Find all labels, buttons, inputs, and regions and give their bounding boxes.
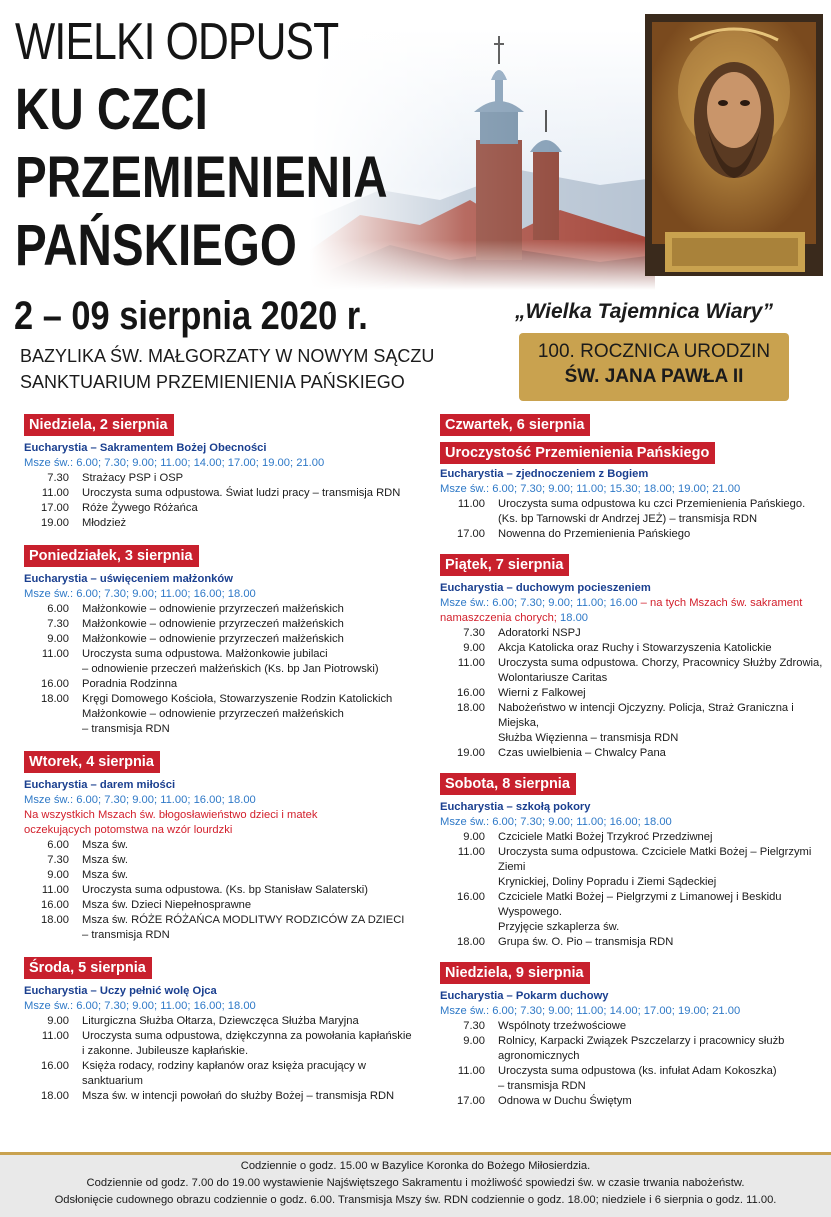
footer-line-2: Codziennie od godz. 7.00 do 19.00 wystawienie Najświętszego Sakramentu i możliwość spowiedzi św. w czasie trwania nabożeństw. xyxy=(86,1177,745,1189)
footer-line-1: Codziennie o godz. 15.00 w Bazylice Koronka do Bożego Miłosierdzia. xyxy=(240,1160,591,1172)
event-row xyxy=(24,928,414,943)
mass-times: Msze św.: 6.00; 7.30; 9.00; 11.00; 16.00 xyxy=(440,597,638,609)
event-description: Uroczysta suma odpustowa ku czci Przemienienia Pańskiego. xyxy=(498,498,806,510)
mass-times: Msze św.: 6.00; 7.30; 9.00; 11.00; 14.00; 17.00; 19.00; 21.00 xyxy=(440,1005,741,1017)
eucharist-theme: Eucharystia – duchowym pocieszeniem xyxy=(440,582,651,594)
eucharist-theme: Eucharystia – Sakramentem Bożej Obecności xyxy=(24,442,267,454)
schedule-left-column xyxy=(24,414,414,1112)
event-row xyxy=(24,602,414,617)
event-time: 11.00 xyxy=(457,498,485,510)
event-description: Uroczysta suma odpustowa. Chorzy, Pracownicy Służby Zdrowia, xyxy=(498,657,823,669)
event-time: 18.00 xyxy=(41,914,69,926)
event-row xyxy=(440,497,830,512)
event-row xyxy=(440,1019,830,1034)
event-description: Uroczysta suma odpustowa (ks. infułat Adam Kokoszka) xyxy=(498,1065,777,1077)
day-heading: Wtorek, 4 sierpnia xyxy=(24,751,160,773)
event-row xyxy=(24,1059,414,1089)
event-row xyxy=(24,501,414,516)
hero-banner xyxy=(0,0,831,410)
event-description: Małżonkowie – odnowienie przyrzeczeń małżeńskich xyxy=(82,633,344,645)
event-description: Grupa św. O. Pio – transmisja RDN xyxy=(498,936,674,948)
event-list xyxy=(24,838,414,943)
day-tuesday-4 xyxy=(24,751,414,943)
event-description: Msza św. Dzieci Niepełnosprawne xyxy=(82,899,252,911)
eucharist-theme: Eucharystia – Uczy pełnić wolę Ojca xyxy=(24,985,217,997)
event-row xyxy=(24,647,414,662)
event-row xyxy=(440,875,830,890)
event-description: Wierni z Falkowej xyxy=(498,687,586,699)
event-row xyxy=(440,686,830,701)
event-time: 19.00 xyxy=(41,517,69,529)
event-description: Krynickiej, Doliny Popradu i Ziemi Sądeckiej xyxy=(498,876,717,888)
day-heading: Niedziela, 9 sierpnia xyxy=(440,962,590,984)
title-line-4: PAŃSKIEGO xyxy=(15,213,297,278)
event-time xyxy=(24,1044,82,1059)
day-monday-3 xyxy=(24,545,414,737)
event-time: 7.30 xyxy=(47,854,69,866)
event-description: Uroczysta suma odpustowa. Małżonkowie jubilaci xyxy=(82,648,328,660)
event-time: 9.00 xyxy=(47,1015,69,1027)
eucharist-theme: Eucharystia – szkołą pokory xyxy=(440,801,591,813)
event-row xyxy=(24,486,414,501)
event-time xyxy=(440,512,498,527)
event-description: Kręgi Domowego Kościoła, Stowarzyszenie Rodzin Katolickich xyxy=(82,693,393,705)
event-time xyxy=(440,731,498,746)
event-row xyxy=(440,1094,830,1109)
event-list xyxy=(24,602,414,737)
event-list xyxy=(24,471,414,531)
mass-times: Msze św.: 6.00; 7.30; 9.00; 11.00; 15.30; 18.00; 19.00; 21.00 xyxy=(440,483,741,495)
event-time: 16.00 xyxy=(41,678,69,690)
day-sunday-9 xyxy=(440,962,830,1109)
event-row xyxy=(440,746,830,761)
event-description: Msza św. xyxy=(82,839,129,851)
day-friday-7 xyxy=(440,554,830,761)
eucharist-theme: Eucharystia – Pokarm duchowy xyxy=(440,990,609,1002)
event-row xyxy=(440,1034,830,1049)
event-row xyxy=(24,898,414,913)
event-description: Czciciele Matki Bożej – Pielgrzymi z Limanowej i Beskidu Wyspowego. xyxy=(498,891,782,918)
title-line-2: KU CZCI xyxy=(15,77,208,142)
event-description: Róże Żywego Różańca xyxy=(82,502,198,514)
event-description: Adoratorki NSPJ xyxy=(498,627,581,639)
event-row xyxy=(24,853,414,868)
event-row xyxy=(440,1049,830,1064)
mass-times: Msze św.: 6.00; 7.30; 9.00; 11.00; 16.00; 18.00 xyxy=(24,1000,256,1012)
anniversary-badge xyxy=(519,333,789,401)
event-row xyxy=(440,845,830,875)
event-row xyxy=(24,692,414,707)
event-description: Rolnicy, Karpacki Związek Pszczelarzy i pracownicy służb xyxy=(498,1035,785,1047)
event-row xyxy=(24,1089,414,1104)
event-description: Msza św. RÓŻE RÓŻAŃCA MODLITWY RODZICÓW ZA DZIECI xyxy=(82,914,405,926)
event-time xyxy=(440,1049,498,1064)
event-description: – transmisja RDN xyxy=(82,929,170,941)
event-row xyxy=(440,731,830,746)
special-note: Na wszystkich Mszach św. błogosławieństwo dzieci i matek oczekujących potomstwa na wzór lourdzki xyxy=(24,809,318,836)
day-heading: Środa, 5 sierpnia xyxy=(24,957,152,979)
event-time: 7.30 xyxy=(463,1020,485,1032)
event-row xyxy=(440,935,830,950)
event-row xyxy=(440,701,830,731)
event-time xyxy=(440,1079,498,1094)
event-time: 17.00 xyxy=(457,528,485,540)
event-description: Wolontariusze Caritas xyxy=(498,672,608,684)
footer-notes xyxy=(0,1152,831,1217)
event-time: 17.00 xyxy=(41,502,69,514)
event-description: Liturgiczna Służba Ołtarza, Dziewczęca Służba Maryjna xyxy=(82,1015,359,1027)
event-row xyxy=(440,626,830,641)
event-description: Małżonkowie – odnowienie przyrzeczeń małżeńskich xyxy=(82,603,344,615)
event-row xyxy=(440,527,830,542)
event-description: Służba Więzienna – transmisja RDN xyxy=(498,732,679,744)
event-row xyxy=(24,471,414,486)
anniversary-line-1: 100. ROCZNICA URODZIN xyxy=(537,341,771,362)
event-row xyxy=(24,913,414,928)
mass-times: Msze św.: 6.00; 7.30; 9.00; 11.00; 16.00; 18.00 xyxy=(440,816,672,828)
place-line-1: BAZYLIKA ŚW. MAŁGORZATY W NOWYM SĄCZU xyxy=(20,346,435,366)
event-row xyxy=(440,920,830,935)
event-description: agronomicznych xyxy=(498,1050,580,1062)
event-row xyxy=(24,1044,414,1059)
event-row xyxy=(440,830,830,845)
event-row xyxy=(24,722,414,737)
event-time: 16.00 xyxy=(41,899,69,911)
event-description: Czciciele Matki Bożej Trzykroć Przedziwnej xyxy=(498,831,713,843)
event-description: Nowenna do Przemienienia Pańskiego xyxy=(498,528,691,540)
event-list xyxy=(440,1019,830,1109)
event-time: 17.00 xyxy=(457,1095,485,1107)
event-time xyxy=(24,707,82,722)
event-description: Odnowa w Duchu Świętym xyxy=(498,1095,632,1107)
footer-line-3: Odsłonięcie cudownego obrazu codziennie o godz. 6.00. Transmisja Mszy św. RDN codziennie o godz. 18.00; niedziele i 6 sierpnia o godz. 11.00. xyxy=(54,1194,777,1206)
event-description: Uroczysta suma odpustowa, dziękczynna za powołania kapłańskie xyxy=(82,1030,412,1042)
event-description: Uroczysta suma odpustowa. Świat ludzi pracy – transmisja RDN xyxy=(82,487,401,499)
day-sunday-2 xyxy=(24,414,414,531)
event-description: Małżonkowie – odnowienie przyrzeczeń małżeńskich xyxy=(82,708,344,720)
eucharist-theme: Eucharystia – zjednoczeniem z Bogiem xyxy=(440,468,649,480)
event-time: 18.00 xyxy=(457,936,485,948)
mass-times: Msze św.: 6.00; 7.30; 9.00; 11.00; 16.00; 18.00 xyxy=(24,794,256,806)
event-row xyxy=(24,1029,414,1044)
event-row xyxy=(24,1014,414,1029)
event-description: Msza św. xyxy=(82,854,129,866)
event-description: Nabożeństwo w intencji Ojczyzny. Policja, Straż Graniczna i Miejska, xyxy=(498,702,794,729)
event-time: 6.00 xyxy=(47,839,69,851)
event-row xyxy=(440,656,830,671)
event-time: 11.00 xyxy=(457,1065,485,1077)
eucharist-theme: Eucharystia – uświęceniem małżonków xyxy=(24,573,233,585)
motto: „Wielka Tajemnica Wiary” xyxy=(515,300,773,323)
anointing-note: – na tych Mszach św. sakrament namaszczenia chorych; xyxy=(440,597,803,624)
event-time: 7.30 xyxy=(47,472,69,484)
event-time: 11.00 xyxy=(41,1030,69,1042)
eucharist-theme: Eucharystia – darem miłości xyxy=(24,779,176,791)
event-description: Strażacy PSP i OSP xyxy=(82,472,184,484)
event-time: 9.00 xyxy=(463,642,485,654)
event-description: – transmisja RDN xyxy=(498,1080,586,1092)
event-dates: 2 – 09 sierpnia 2020 r. xyxy=(14,294,368,338)
event-list xyxy=(440,830,830,950)
event-description: – transmisja RDN xyxy=(82,723,170,735)
mass-times-with-note xyxy=(440,596,820,626)
event-description: Uroczysta suma odpustowa. Czciciele Matki Bożej – Pielgrzymi Ziemi xyxy=(498,846,812,873)
event-row xyxy=(440,1064,830,1079)
event-description: Przyjęcie szkaplerza św. xyxy=(498,921,620,933)
event-row xyxy=(24,516,414,531)
event-time: 9.00 xyxy=(47,633,69,645)
event-row xyxy=(440,671,830,686)
event-description: Wspólnoty trzeźwościowe xyxy=(498,1020,627,1032)
event-time: 9.00 xyxy=(463,831,485,843)
event-time: 18.00 xyxy=(41,693,69,705)
event-row xyxy=(440,890,830,920)
event-description: i zakonne. Jubileusze kapłańskie. xyxy=(82,1045,249,1057)
anniversary-line-2: ŚW. JANA PAWŁA II xyxy=(564,366,744,387)
event-time xyxy=(24,722,82,737)
event-description: Młodzież xyxy=(82,517,127,529)
day-heading: Niedziela, 2 sierpnia xyxy=(24,414,174,436)
title-line-3: PRZEMIENIENIA xyxy=(15,145,388,210)
event-time: 11.00 xyxy=(41,648,69,660)
event-time: 7.30 xyxy=(47,618,69,630)
event-time xyxy=(24,662,82,677)
day-heading: Piątek, 7 sierpnia xyxy=(440,554,569,576)
event-time: 11.00 xyxy=(41,487,69,499)
event-row xyxy=(24,707,414,722)
event-row xyxy=(24,838,414,853)
event-time: 16.00 xyxy=(457,891,485,903)
event-time: 19.00 xyxy=(457,747,485,759)
event-time: 16.00 xyxy=(41,1060,69,1072)
event-time: 9.00 xyxy=(463,1035,485,1047)
event-time: 7.30 xyxy=(463,627,485,639)
event-row xyxy=(24,677,414,692)
day-heading: Czwartek, 6 sierpnia xyxy=(440,414,590,436)
event-time xyxy=(440,875,498,890)
event-description: (Ks. bp Tarnowski dr Andrzej JEŻ) – transmisja RDN xyxy=(498,513,758,525)
feast-heading: Uroczystość Przemienienia Pańskiego xyxy=(440,442,715,464)
event-description: Czas uwielbienia – Chwalcy Pana xyxy=(498,747,666,759)
event-time: 11.00 xyxy=(457,846,485,858)
event-time: 9.00 xyxy=(47,869,69,881)
day-thursday-6 xyxy=(440,414,830,542)
day-wednesday-5 xyxy=(24,957,414,1104)
event-time xyxy=(440,920,498,935)
title-line-1: WIELKI ODPUST xyxy=(15,13,339,71)
event-time: 11.00 xyxy=(457,657,485,669)
event-list xyxy=(440,626,830,761)
mass-times: Msze św.: 6.00; 7.30; 9.00; 11.00; 14.00; 17.00; 19.00; 21.00 xyxy=(24,457,325,469)
day-heading: Poniedziałek, 3 sierpnia xyxy=(24,545,199,567)
event-time: 18.00 xyxy=(457,702,485,714)
event-description: Uroczysta suma odpustowa. (Ks. bp Stanisław Salaterski) xyxy=(82,884,369,896)
event-row xyxy=(24,883,414,898)
event-time: 16.00 xyxy=(457,687,485,699)
event-list xyxy=(440,497,830,542)
event-time xyxy=(440,671,498,686)
event-row xyxy=(24,632,414,647)
event-time: 11.00 xyxy=(41,884,69,896)
event-description: Msza św. xyxy=(82,869,129,881)
event-row xyxy=(440,1079,830,1094)
place-line-2: SANKTUARIUM PRZEMIENIENIA PAŃSKIEGO xyxy=(20,372,405,392)
event-description: – odnowienie przeczeń małżeńskich (Ks. bp Jan Piotrowski) xyxy=(82,663,379,675)
event-description: Poradnia Rodzinna xyxy=(82,678,178,690)
day-heading: Sobota, 8 sierpnia xyxy=(440,773,576,795)
event-description: Małżonkowie – odnowienie przyrzeczeń małżeńskich xyxy=(82,618,344,630)
event-list xyxy=(24,1014,414,1104)
day-saturday-8 xyxy=(440,773,830,950)
schedule-right-column xyxy=(440,414,830,1117)
event-row xyxy=(24,617,414,632)
event-description: Akcja Katolicka oraz Ruchy i Stowarzyszenia Katolickie xyxy=(498,642,772,654)
event-row xyxy=(24,868,414,883)
mass-times: Msze św.: 6.00; 7.30; 9.00; 11.00; 16.00; 18.00 xyxy=(24,588,256,600)
event-time xyxy=(24,928,82,943)
event-row xyxy=(440,641,830,656)
event-row xyxy=(24,662,414,677)
event-time: 6.00 xyxy=(47,603,69,615)
event-description: Msza św. w intencji powołań do służby Bożej – transmisja RDN xyxy=(82,1090,395,1102)
event-time: 18.00 xyxy=(41,1090,69,1102)
mass-times-tail: 18.00 xyxy=(556,612,589,624)
event-description: Księża rodacy, rodziny kapłanów oraz księża pracujący w sanktuarium xyxy=(82,1060,366,1087)
event-row xyxy=(440,512,830,527)
